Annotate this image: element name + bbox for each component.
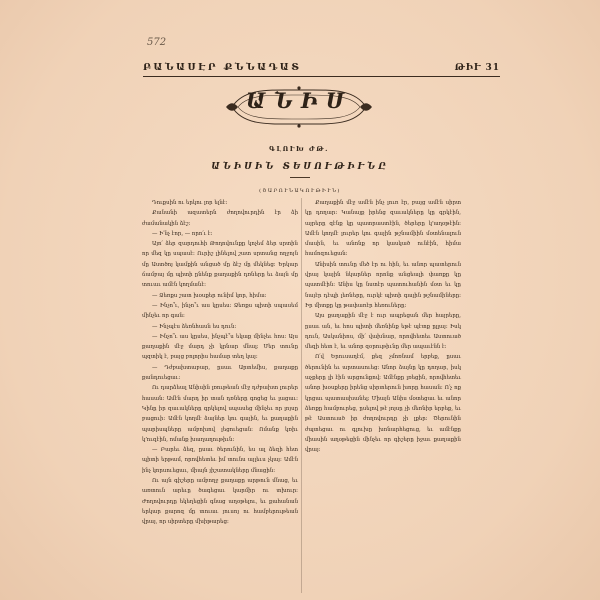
running-header [143,62,500,73]
paragraph: — Ինչո՞ւ աս կըսես, ինչպէ՞ս եկաք մինչեւ հոս։ Այս քաղաքին մէջ մարդ չի կրնար մնալ։ Մեր տունը պզտիկ է, բայց բոլորիս համար տեղ կայ։ [142,333,298,361]
paragraph: — Ձեռքս շատ խօսքեր ունիմ կոր, հիմա։ [152,292,267,299]
paragraph: Դուքսին ու երկու լոր ելնէ։ [152,200,228,206]
paragraph: Ո՛վ Երուսաղէմ, քեզ չմոռնամ երբեք, ըսաւ ծերունին եւ արտասուեց։ Անոր ձայնը կը դողար, իսկ աչքերը լի էին արցունքով։ Ամէնքը լռեցին, որովհետեւ անոր խօսքերը իրենց սիրտերուն խորը հասան։ Ո՛չ ոք կրցաւ պատասխանել։ Միայն Անիս մօտեցաւ եւ անոր ձեռքը համբուրեց, ըսելով թէ յոյսը չի մեռնիր երբեք, եւ թէ Աստուած իր ժողովուրդը չի լքեր։ Ծերունին ժպտեցաւ ու գլուխը խոնարհեցուց, եւ ամէնքը միասին աղօթեցին մինչեւ որ գիշերը իջաւ քաղաքին վրայ։ [305,354,461,454]
chapter-heading: ԳԼՈՒԽ ԺԹ. [269,145,329,153]
paragraph: Քաղաքին մէջ ամէն ինչ լուռ էր, բայց ամէն սիրտ կը դողար։ Կանայք իրենց զաւակները կը գրկէին, այրերը զէնք կը պատրաստէին, ծերերը կ՚աղօթէին։ Ամէն կողմէ լուրեր կու գային թշնամիին մօտենալուն մասին, եւ անոնք որ կասկած ունէին, հիմա համոզուեցան։ [305,200,461,258]
section-subtitle: (ՇԱՐՈՒՆԱԿՈՒԹԻՒՆ) [259,188,341,194]
paragraph: Անիսին տունը մեծ էր ու հին, եւ անոր պատերուն վրայ կային նկարներ որոնք անցեալի փառքը կը պատմէին։ Անիս կը նստէր պատուհանին մօտ եւ կը նայէր դէպի լեռները, ուրկէ պիտի գային թշնամիները։ Իր միտքը կը թափառէր հեռուները։ [305,261,461,309]
text-column-right [305,198,461,455]
paragraph: Այո՛ ձեր զարդուհի Թողովունքը կոչեմ ձեր սրտին որ մեզ կը սպասէ։ Ուրիշ լինելով շատ սրտանց ողջոյն մը Աստծոյ կամքին անցած մը ձէշ մը մեկնեց։ Երկար ճամբայ մը պիտի ընենք քաղաքին դռները եւ ձայն մը տուաւ ամէն կողմանէ։ [142,241,298,289]
title-divider [290,177,310,178]
column-divider [301,198,302,593]
paragraph: — Ինչո՞ւ, ինչո՞ւ աս կըսես։ Ձեռքս պիտի սպասեմ մինչեւ որ գան։ [142,302,298,320]
text-column-left [142,198,298,528]
page-number: 572 [147,37,167,48]
paragraph: Ու այն գիշերը ամբողջ քաղաքը արթուն մնաց, եւ առտուն արեւը ծագեցաւ կարմիր ու տխուր։ Ժողովուրդը եկեղեցին գնաց աղօթելու, եւ քահանան երկար քարոզ մը տուաւ յուսոյ ու համբերութեան վրայ, որ սիրտերը մխիթարեց։ [142,478,298,526]
journal-title: ԲԱՆԱՍԷՐ ՔՆՆԱԴԱՏ [143,62,302,73]
header-rule [143,76,500,77]
paragraph: Ու դարձեալ Անիսին լռութեան մէջ դժբախտ լուրեր հասան։ Ամէն մարդ իր տան դռները գոցեց եւ լացաւ։ Կինը իր զաւակները գրկելով սպասեց մինչեւ որ լոյսը բացուի։ Ամէն կողմէ ձայներ կու գային, եւ քաղաքին պարիսպները ամբոխով լեցուեցան։ Ոմանք կռիւ կ՚ուզէին, ոմանք խաղաղութիւն։ [142,385,298,443]
issue-number: ԹԻՒ 31 [454,63,500,73]
paragraph: — Դժբախտաբար, ըսաւ Արտեմիս, քաղաքը քանդուեցաւ։ [142,364,298,382]
paragraph: — Ինչպէս ձեռնհասն ես դուն։ [152,323,237,330]
paragraph: — Ի՛նչ էոր, — որո՛ւ է։ [152,230,213,237]
paragraph: — Բարեւ ձեզ, ըսաւ ծերունին, ես ալ ձեզի հետ պիտի երթամ, որովհետեւ իմ տունս այլեւս չկայ։ Ամէն ինչ կորսուեցաւ, միայն յիշատակները մնացին։ [142,447,298,474]
paragraph: Քանանի ազատերն ժողովուրդին էր ձի ժամանակին ձէշ։ [142,210,298,227]
story-title: ԱՆԻՍ [245,88,353,113]
section-title: ԱՆԻՍԻՆ ՏԵՍՈՒԹԻՒՆԸ [211,162,389,172]
paragraph: Այս քաղաքին մէջ է ուր ապրեցան մեր հայրերը, ըսաւ ան, եւ հոս պիտի մեռնինք եթէ պէտք ըլլայ։ Իսկ դուն, Ասկանիոս, մի՛ վախնար, որովհետեւ Աստուած մեզի հետ է, եւ անոր զօրութիւնը մեր ապաւէնն է։ [305,313,461,351]
